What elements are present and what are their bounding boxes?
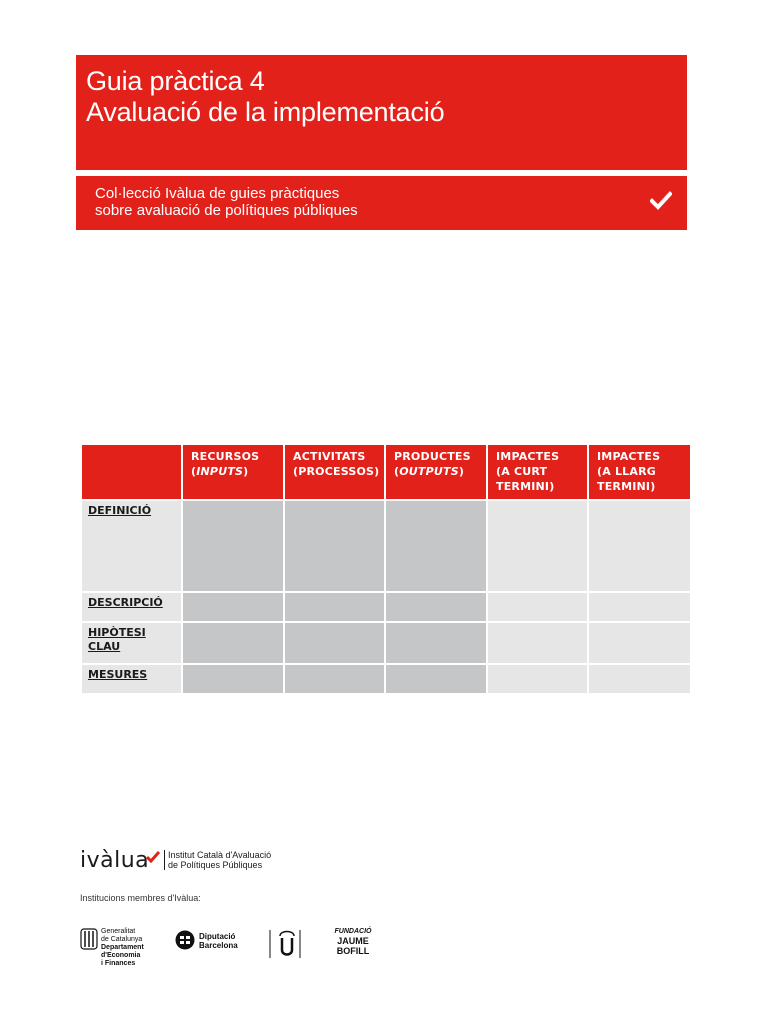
table-cell [284, 664, 385, 694]
column-header-line: ACTIVITATS [293, 450, 366, 463]
subtitle-line-1: Col·lecció Ivàlua de guies pràctiques [95, 185, 340, 202]
column-header-line: (A LLARG [597, 465, 657, 478]
table-cell [588, 500, 691, 592]
column-header-emphasis: OUTPUTS [399, 465, 459, 478]
title-line-1: Guia pràctica 4 [86, 66, 265, 96]
bofill-text [333, 928, 373, 956]
partner-text-line: Diputació [199, 932, 236, 941]
table-cell [385, 592, 487, 622]
row-label-definicio: DEFINICIÓ [81, 500, 182, 592]
partner-text-line: BOFILL [336, 946, 370, 956]
column-header-emphasis: INPUTS [196, 465, 244, 478]
logo-institution-name [168, 850, 298, 870]
fundacio-bofill-logo [333, 928, 373, 962]
table-corner-cell [81, 444, 182, 500]
table-cell [182, 664, 284, 694]
table-cell [487, 500, 588, 592]
table-cell [385, 664, 487, 694]
generalitat-text [101, 928, 171, 968]
row-label-descripcio: DESCRIPCIÓ [81, 592, 182, 622]
generalitat-emblem-icon [80, 928, 98, 950]
university-logo [268, 928, 304, 960]
members-label: Institucions membres d'Ivàlua: [80, 893, 201, 903]
row-label-line: CLAU [88, 640, 121, 653]
table-cell [588, 592, 691, 622]
column-header-impactes-llarg [588, 444, 691, 500]
column-header-line: (A CURT [496, 465, 548, 478]
column-header-line: IMPACTES [496, 450, 560, 463]
table-cell [284, 500, 385, 592]
row-label-hipotesi-clau [81, 622, 182, 664]
column-header-productes [385, 444, 487, 500]
column-header-text: ) [243, 465, 249, 478]
table-cell [588, 664, 691, 694]
logo-check-icon [146, 851, 160, 863]
table-cell [588, 622, 691, 664]
column-header-activitats [284, 444, 385, 500]
column-header-line [394, 464, 478, 479]
partner-text-line: Barcelona [199, 941, 238, 950]
column-header-line: TERMINI) [597, 480, 656, 493]
row-label-line: HIPÒTESI [88, 626, 146, 639]
partner-text-line: de Catalunya [101, 936, 143, 943]
table-cell [385, 622, 487, 664]
logo-institution-line: Institut Català d'Avaluació [168, 850, 272, 860]
partner-text-line: Departament [101, 944, 144, 951]
row-label-mesures: MESURES [81, 664, 182, 694]
column-header-line: IMPACTES [597, 450, 661, 463]
title-line-2: Avaluació de la implementació [86, 97, 445, 127]
logic-model-table [80, 443, 692, 695]
logo-institution-line: de Polítiques Públiques [168, 860, 263, 870]
column-header-recursos [182, 444, 284, 500]
column-header-line: RECURSOS [191, 450, 260, 463]
table-row [81, 592, 691, 622]
table-cell [487, 592, 588, 622]
table-cell [182, 622, 284, 664]
table-cell [487, 664, 588, 694]
column-header-line: (PROCESSOS) [293, 465, 380, 478]
title-banner [76, 55, 687, 170]
column-header-line: TERMINI) [496, 480, 555, 493]
table-row [81, 664, 691, 694]
table-cell [385, 500, 487, 592]
column-header-line [191, 464, 275, 479]
subtitle-line-2: sobre avaluació de polítiques públiques [95, 202, 358, 219]
table-cell [284, 592, 385, 622]
partner-text-line: Generalitat [101, 928, 136, 935]
column-header-text: ( [394, 465, 400, 478]
diputacio-emblem-icon [175, 930, 195, 950]
partner-text-line: i Finances [101, 960, 136, 967]
column-header-text: ) [458, 465, 465, 478]
logo-separator [164, 850, 165, 870]
column-header-line: PRODUCTES [394, 450, 471, 463]
diputacio-text [199, 932, 259, 950]
check-icon [650, 191, 672, 211]
column-header-impactes-curt [487, 444, 588, 500]
university-emblem-icon [268, 928, 304, 960]
subtitle-banner [76, 176, 687, 230]
table-cell [182, 592, 284, 622]
partner-text-line: d'Economia [101, 952, 141, 959]
logo-wordmark: ivàlua [80, 848, 150, 873]
table-cell [182, 500, 284, 592]
column-header-text: ( [191, 465, 197, 478]
table-header-row [81, 444, 691, 500]
table-row [81, 622, 691, 664]
partner-text-line: JAUME [337, 936, 369, 946]
table-row [81, 500, 691, 592]
table-cell [487, 622, 588, 664]
partner-text-line: FUNDACIÓ [334, 928, 372, 935]
table-cell [284, 622, 385, 664]
